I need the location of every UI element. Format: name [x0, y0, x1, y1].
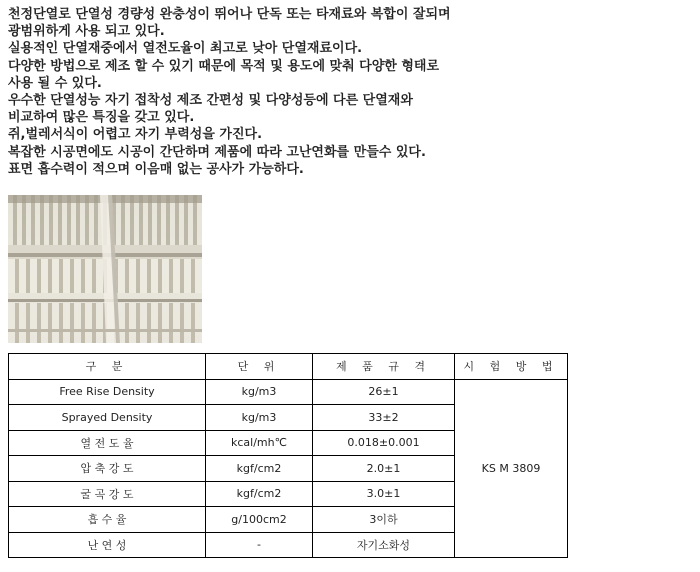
- header-spec: 제 품 규 격: [313, 354, 455, 380]
- cell-unit: kg/m3: [206, 379, 313, 405]
- ceiling-photo-illustration: [8, 195, 202, 343]
- cell-item: Sprayed Density: [9, 405, 206, 431]
- cell-unit: kg/m3: [206, 405, 313, 431]
- cell-item: 압 축 강 도: [9, 456, 206, 482]
- cell-spec: 자기소화성: [313, 532, 455, 558]
- cell-item: 굴 곡 강 도: [9, 481, 206, 507]
- ceiling-insulation-photo: [8, 195, 202, 343]
- header-unit: 단 위: [206, 354, 313, 380]
- spec-table: [8, 353, 568, 558]
- description-line: 천정단열로 단열성 경량성 완충성이 뛰어나 단독 또는 타재료와 복합이 잘되며: [8, 7, 451, 22]
- description-line: 실용적인 단열재중에서 열전도율이 최고로 낮아 단열재료이다.: [8, 41, 363, 57]
- table-row: [9, 379, 568, 405]
- cell-unit: kgf/cm2: [206, 456, 313, 482]
- cell-spec: 0.018±0.001: [313, 430, 455, 456]
- cell-unit: kgf/cm2: [206, 481, 313, 507]
- cell-unit: -: [206, 532, 313, 558]
- cell-unit: g/100cm2: [206, 507, 313, 533]
- cell-unit: kcal/mh℃: [206, 430, 313, 456]
- cell-item: 열 전 도 율: [9, 430, 206, 456]
- description-line: 비교하여 많은 특징을 갖고 있다.: [8, 110, 195, 126]
- description-line: 표면 흡수력이 적으며 이음매 없는 공사가 가능하다.: [8, 161, 304, 177]
- cell-spec: 33±2: [313, 405, 455, 431]
- description-line: 사용 될 수 있다.: [8, 75, 102, 91]
- header-category: 구 분: [9, 354, 206, 380]
- description-line: 우수한 단열성능 자기 접착성 제조 간편성 및 다양성등에 다른 단열재와: [8, 93, 413, 109]
- cell-spec: 3.0±1: [313, 481, 455, 507]
- cell-spec: 3이하: [313, 507, 455, 533]
- cell-spec: 26±1: [313, 379, 455, 405]
- description-line: 복잡한 시공면에도 시공이 간단하며 제품에 따라 고난연화를 만들수 있다.: [8, 144, 426, 160]
- description-line: 다양한 방법으로 제조 할 수 있기 때문에 목적 및 용도에 맞춰 다양한 형태로: [8, 58, 440, 74]
- cell-test-method: KS M 3809: [455, 379, 568, 558]
- cell-item: 흡 수 율: [9, 507, 206, 533]
- description-line: 광범위하게 사용 되고 있다.: [8, 24, 165, 40]
- cell-item: Free Rise Density: [9, 379, 206, 405]
- table-header-row: [9, 354, 568, 380]
- header-test-method: 시 험 방 법: [455, 354, 568, 380]
- cell-spec: 2.0±1: [313, 456, 455, 482]
- description-text: [8, 6, 568, 178]
- description-line: 쥐,벌레서식이 어렵고 자기 부력성을 가진다.: [8, 127, 263, 143]
- cell-item: 난 연 성: [9, 532, 206, 558]
